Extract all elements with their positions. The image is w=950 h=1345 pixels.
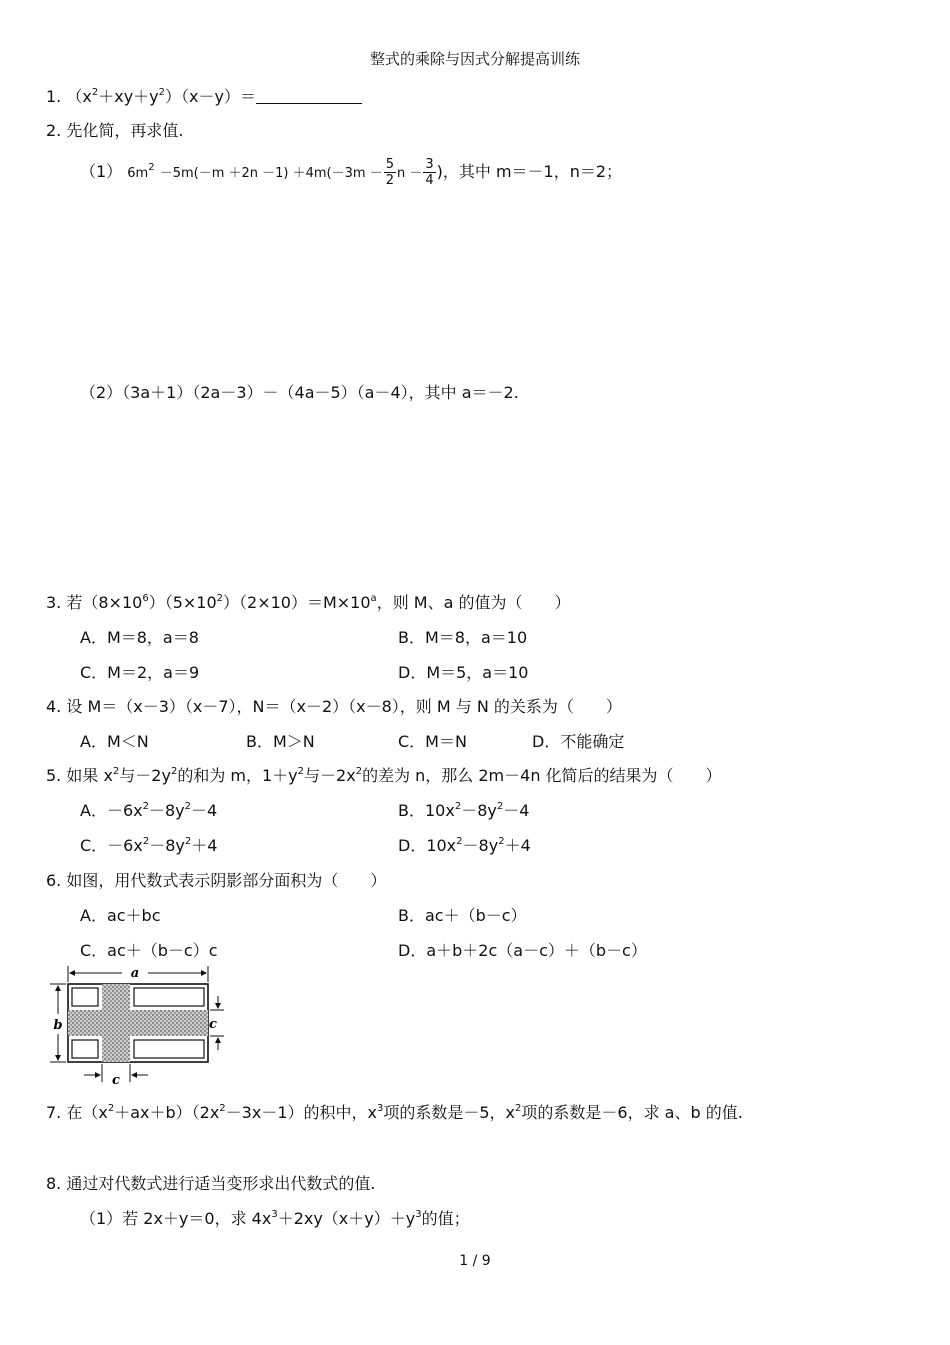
stem-text: 的值； [421,1209,470,1228]
exponent: 2 [216,593,224,604]
exponent: 2 [148,162,155,173]
option-a[interactable]: A．ac＋bc [80,906,161,925]
option-c[interactable]: C．M＝N [398,732,467,751]
option-c[interactable]: C．M＝2，a＝9 [80,663,200,682]
question-4-stem: 4. 设 M＝（x－3）（x－7），N＝（x－2）（x－8），则 M 与 N 的关系为（ ） [46,697,622,716]
stem-text: ）（2×10）＝M×10 [223,593,371,612]
question-2-part-2: （2）（3a＋1）（2a－3）－（4a－5）（a－4），其中 a＝－2. [80,383,519,402]
option-text: B．10x [398,801,455,820]
stem-text: 的差为 n，那么 2m－4n 化简后的结果为（ ） [362,766,722,785]
question-1 [46,84,362,107]
exponent: 2 [456,836,463,847]
option-b[interactable]: B．ac＋（b－c） [398,906,527,925]
option-text: A．－6x [80,801,143,820]
option-a[interactable]: A．M＝8，a＝8 [80,628,199,647]
stem-text: ，则 M、a 的值为（ ） [376,593,571,612]
option-a[interactable]: A．M＜N [80,732,149,751]
stem-text: 7. 在（x [46,1103,108,1122]
exponent: 2 [142,836,150,847]
exponent: 2 [91,87,99,98]
question-6-stem: 6. 如图，用代数式表示阴影部分面积为（ ） [46,871,387,890]
exponent: 3 [376,1103,384,1114]
option-text: ＋4 [191,836,218,855]
option-text: －8y [461,801,497,820]
exponent: 2 [496,801,504,812]
exponent: 2 [184,801,192,812]
exponent: 2 [107,1103,115,1114]
horizontal-band [68,1010,208,1036]
condition-text: )，其中 m＝－1，n＝2； [436,162,623,181]
exponent: 2 [219,1103,226,1114]
expression: 6m [127,166,149,181]
option-b[interactable]: B．M＞N [246,732,315,751]
stem-text: ＋ax＋b）（2x [114,1103,220,1122]
fraction-numerator: 3 [425,157,434,172]
stem-text: 的和为 m，1＋y [177,766,298,785]
vertical-band [102,984,130,1062]
label-c-right: c [209,1017,217,1032]
label-c-bottom: c [112,1073,120,1087]
question-5-stem [46,763,722,786]
fraction [423,157,435,188]
fraction-numerator: 5 [385,157,394,172]
exponent: 3 [415,1209,422,1220]
question-3-stem [46,590,570,613]
option-d[interactable]: D．不能确定 [532,732,625,751]
exponent: 2 [112,766,120,777]
question-number: 1. [46,87,62,106]
q1-text: ）（x－y）＝ [165,87,256,106]
option-text: －8y [148,801,185,820]
part-label: （1） [80,162,123,181]
option-d[interactable]: D．M＝5，a＝10 [398,663,529,682]
option-b[interactable]: B．M＝8，a＝10 [398,628,528,647]
fraction [384,157,396,188]
option-d[interactable] [398,833,531,856]
stem-text: 与－2y [119,766,171,785]
page-title: 整式的乘除与因式分解提高训练 [369,50,580,68]
stem-text: （1）若 2x＋y＝0，求 4x [80,1209,272,1228]
exponent: 2 [498,836,505,847]
exponent: 2 [184,836,192,847]
stem-text: 项的系数是－6，求 a、b 的值. [521,1103,743,1122]
option-text: ＋4 [504,836,531,855]
question-7-stem [46,1100,743,1123]
page-number: 1 / 9 [459,1253,491,1269]
shaded-cross-figure [44,962,234,1087]
option-c[interactable]: C．ac＋（b－c）c [80,941,218,960]
exponent: a [370,593,377,604]
exponent: 3 [271,1209,278,1220]
exponent: 2 [454,801,462,812]
option-d[interactable]: D．a＋b＋2c（a－c）＋（b－c） [398,941,647,960]
exponent: 2 [170,766,178,777]
q1-text: ＋xy＋y [98,87,159,106]
option-a[interactable] [80,798,217,821]
stem-text: 5. 如果 x [46,766,113,785]
option-text: －4 [503,801,530,820]
question-8-heading: 8. 通过对代数式进行适当变形求出代数式的值. [46,1174,376,1193]
fraction-denominator: 4 [425,173,434,188]
exponent: 2 [515,1103,522,1114]
option-c[interactable] [80,833,217,856]
option-text: C．－6x [80,836,143,855]
exponent: 6 [142,593,149,604]
stem-text: －3x－1）的积中，x [225,1103,377,1122]
expression: n － [396,166,423,181]
question-8-part-1 [80,1206,470,1229]
question-2-heading: 2. 先化简，再求值. [46,121,184,140]
stem-text: 与－2x [304,766,356,785]
stem-text: 3. 若（8×10 [46,593,143,612]
option-text: D．10x [398,836,457,855]
stem-text: ＋2xy（x＋y）＋y [277,1209,416,1228]
stem-text: ）（5×10 [148,593,217,612]
stem-text: 项的系数是－5，x [383,1103,516,1122]
option-text: －8y [149,836,185,855]
label-b: b [53,1018,63,1033]
exponent: 2 [355,766,363,777]
exponent: 2 [158,87,166,98]
question-2-part-1 [80,153,622,193]
fraction-denominator: 2 [385,173,394,188]
answer-blank[interactable] [256,89,362,104]
exponent: 2 [297,766,305,777]
option-text: －8y [462,836,499,855]
expression: －5m(－m ＋2n －1) ＋4m(－3m － [159,166,383,181]
exponent: 2 [142,801,149,812]
label-a: a [130,966,140,981]
q1-text: （x [66,87,92,106]
option-text: －4 [191,801,218,820]
option-b[interactable] [398,798,529,821]
